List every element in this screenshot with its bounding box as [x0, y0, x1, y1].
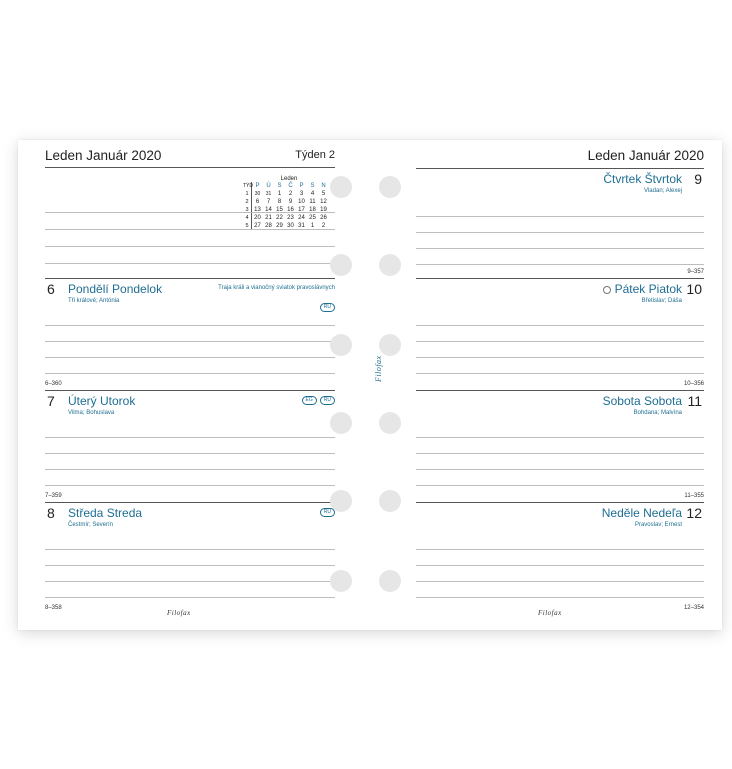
mini-day: 16	[287, 207, 294, 213]
writing-line	[45, 597, 335, 598]
day-rule	[416, 278, 704, 279]
name-days: Pravoslav; Ernest	[634, 522, 682, 528]
writing-line	[416, 248, 704, 249]
mini-day: 27	[254, 223, 261, 229]
mini-day: 30	[254, 191, 261, 197]
mini-day: 12	[320, 199, 327, 205]
writing-line	[416, 357, 704, 358]
name-days: Vilma; Bohuslava	[68, 410, 115, 416]
writing-line	[416, 597, 704, 598]
writing-line	[416, 565, 704, 566]
mini-day: 23	[287, 215, 294, 221]
mini-day: 18	[309, 207, 316, 213]
writing-line	[45, 341, 335, 342]
day-name: Sobota Sobota	[602, 394, 682, 408]
writing-line	[416, 453, 704, 454]
mini-day: 17	[298, 207, 305, 213]
writing-line	[416, 373, 704, 374]
day-section-11	[416, 390, 704, 502]
left-page-title: Leden Január 2020	[45, 148, 162, 163]
day-rule	[416, 168, 704, 169]
writing-line	[45, 565, 335, 566]
left-page	[45, 140, 335, 630]
writing-line	[45, 246, 335, 247]
day-of-year: 9–357	[687, 269, 704, 275]
day-name: Středa Streda	[68, 506, 143, 520]
day-of-year: 12–354	[683, 605, 704, 611]
binder-hole	[330, 570, 352, 592]
mini-day-header: P	[299, 183, 304, 189]
day-name: Čtvrtek Štvrtok	[603, 172, 682, 186]
mini-day: 15	[276, 207, 283, 213]
right-page-title: Leden Január 2020	[587, 148, 704, 163]
holiday-badges	[320, 303, 335, 312]
writing-line	[45, 357, 335, 358]
binder-hole	[330, 412, 352, 434]
binder-hole	[330, 176, 352, 198]
country-badge: RU	[320, 303, 335, 312]
name-days: Tři králové; Antónia	[68, 298, 120, 304]
day-of-year: 8–358	[45, 605, 62, 611]
mini-day: 1	[310, 223, 315, 229]
mini-day: 31	[265, 191, 272, 197]
day-name: Úterý Utorok	[68, 394, 136, 408]
day-of-year: 6–360	[45, 381, 62, 387]
mini-day: 20	[254, 215, 261, 221]
mini-week-number: 3	[243, 206, 252, 214]
binder-hole	[379, 570, 401, 592]
mini-day: 22	[276, 215, 283, 221]
mini-day: 3	[299, 191, 304, 197]
writing-line	[45, 373, 335, 374]
day-number: 9	[694, 171, 702, 187]
mini-day-header: Ú	[266, 183, 271, 189]
filofax-logo: Filofax	[167, 609, 191, 617]
binder-hole	[379, 490, 401, 512]
day-of-year: 11–355	[684, 493, 704, 499]
country-badge: RU	[320, 396, 335, 405]
writing-line	[45, 453, 335, 454]
binder-hole	[330, 254, 352, 276]
moon-phase-icon	[603, 286, 611, 294]
binder-hole	[379, 412, 401, 434]
name-days: Vladan; Alexej	[643, 188, 682, 194]
writing-line	[416, 581, 704, 582]
mini-day: 8	[277, 199, 282, 205]
holiday-badges	[302, 396, 335, 405]
mini-week-number: 1	[243, 190, 252, 198]
mini-day: 5	[321, 191, 326, 197]
left-header	[45, 148, 335, 168]
holiday-badges	[320, 508, 335, 517]
mini-day: 24	[298, 215, 305, 221]
filofax-spine-logo: Filofax	[374, 355, 383, 382]
writing-line	[416, 232, 704, 233]
mini-day-header: S	[310, 183, 315, 189]
day-rule	[416, 502, 704, 503]
mini-day: 28	[265, 223, 272, 229]
week-label: Týden 2	[295, 149, 335, 161]
mini-day: 19	[320, 207, 327, 213]
day-section-12	[416, 502, 704, 614]
day-number: 8	[47, 505, 55, 521]
holiday-note: Traja králi a vianočný sviatok pravoslávnych	[218, 285, 335, 291]
mini-day: 7	[266, 199, 271, 205]
writing-line	[416, 341, 704, 342]
day-number: 12	[686, 505, 702, 521]
mini-day-header: P	[255, 183, 260, 189]
left-notes-section	[45, 168, 335, 276]
writing-line	[45, 485, 335, 486]
name-days: Bohdana; Malvína	[633, 410, 682, 416]
day-rule	[45, 502, 335, 503]
mini-week-number: 4	[243, 214, 252, 222]
mini-day: 29	[276, 223, 283, 229]
mini-day: 13	[254, 207, 261, 213]
mini-day-header: S	[277, 183, 282, 189]
mini-week-header: TÝD	[243, 183, 253, 189]
right-page	[416, 140, 704, 630]
country-badge: EG	[302, 396, 317, 405]
binder-hole	[330, 334, 352, 356]
mini-day: 4	[310, 191, 315, 197]
right-header	[416, 148, 704, 168]
day-name: Pondělí Pondelok	[68, 282, 163, 296]
day-section-9	[416, 168, 704, 278]
mini-week-number: 5	[243, 222, 252, 230]
binder-hole	[379, 334, 401, 356]
filofax-logo-right: Filofax	[538, 609, 562, 617]
mini-day: 1	[277, 191, 282, 197]
writing-line	[416, 469, 704, 470]
mini-day-header: N	[321, 183, 326, 189]
day-section-10	[416, 278, 704, 390]
mini-week-number: 2	[243, 198, 252, 206]
writing-line	[45, 549, 335, 550]
day-rule	[416, 390, 704, 391]
binder-hole	[379, 254, 401, 276]
mini-day: 2	[321, 223, 326, 229]
writing-line	[45, 581, 335, 582]
mini-calendar-title: Leden	[280, 176, 298, 182]
writing-line	[45, 263, 335, 264]
day-number: 6	[47, 281, 55, 297]
day-section-7	[45, 390, 335, 502]
country-badge: RU	[320, 508, 335, 517]
day-of-year: 7–359	[45, 493, 62, 499]
mini-day: 2	[288, 191, 293, 197]
mini-day-header: Č	[288, 183, 293, 189]
day-of-year: 10–356	[683, 381, 704, 387]
writing-line	[45, 469, 335, 470]
writing-line	[416, 264, 704, 265]
day-section-6	[45, 278, 335, 390]
writing-line	[45, 212, 335, 213]
mini-day: 6	[255, 199, 260, 205]
writing-line	[416, 325, 704, 326]
writing-line	[416, 437, 704, 438]
mini-day: 31	[298, 223, 305, 229]
day-number: 10	[686, 281, 702, 297]
day-number: 7	[47, 393, 55, 409]
day-name: Pátek Piatok	[614, 282, 682, 296]
diary-sheet	[18, 140, 722, 630]
writing-line	[416, 549, 704, 550]
day-number: 11	[687, 393, 702, 409]
name-days: Čestmír; Severín	[68, 522, 114, 528]
writing-line	[45, 229, 335, 230]
day-rule	[45, 278, 335, 279]
day-name: Neděle Nedeľa	[601, 506, 682, 520]
mini-day: 10	[298, 199, 305, 205]
writing-line	[45, 437, 335, 438]
day-section-8	[45, 502, 335, 614]
binder-hole	[379, 176, 401, 198]
mini-day: 21	[265, 215, 272, 221]
day-rule	[45, 390, 335, 391]
binder-hole	[330, 490, 352, 512]
mini-day: 11	[309, 199, 316, 205]
writing-line	[45, 325, 335, 326]
writing-line	[416, 485, 704, 486]
writing-line	[416, 216, 704, 217]
mini-day: 25	[309, 215, 316, 221]
mini-day: 14	[265, 207, 272, 213]
mini-day: 26	[320, 215, 327, 221]
mini-day: 30	[287, 223, 294, 229]
name-days: Břetislav; Dáša	[641, 298, 682, 304]
mini-day: 9	[288, 199, 293, 205]
